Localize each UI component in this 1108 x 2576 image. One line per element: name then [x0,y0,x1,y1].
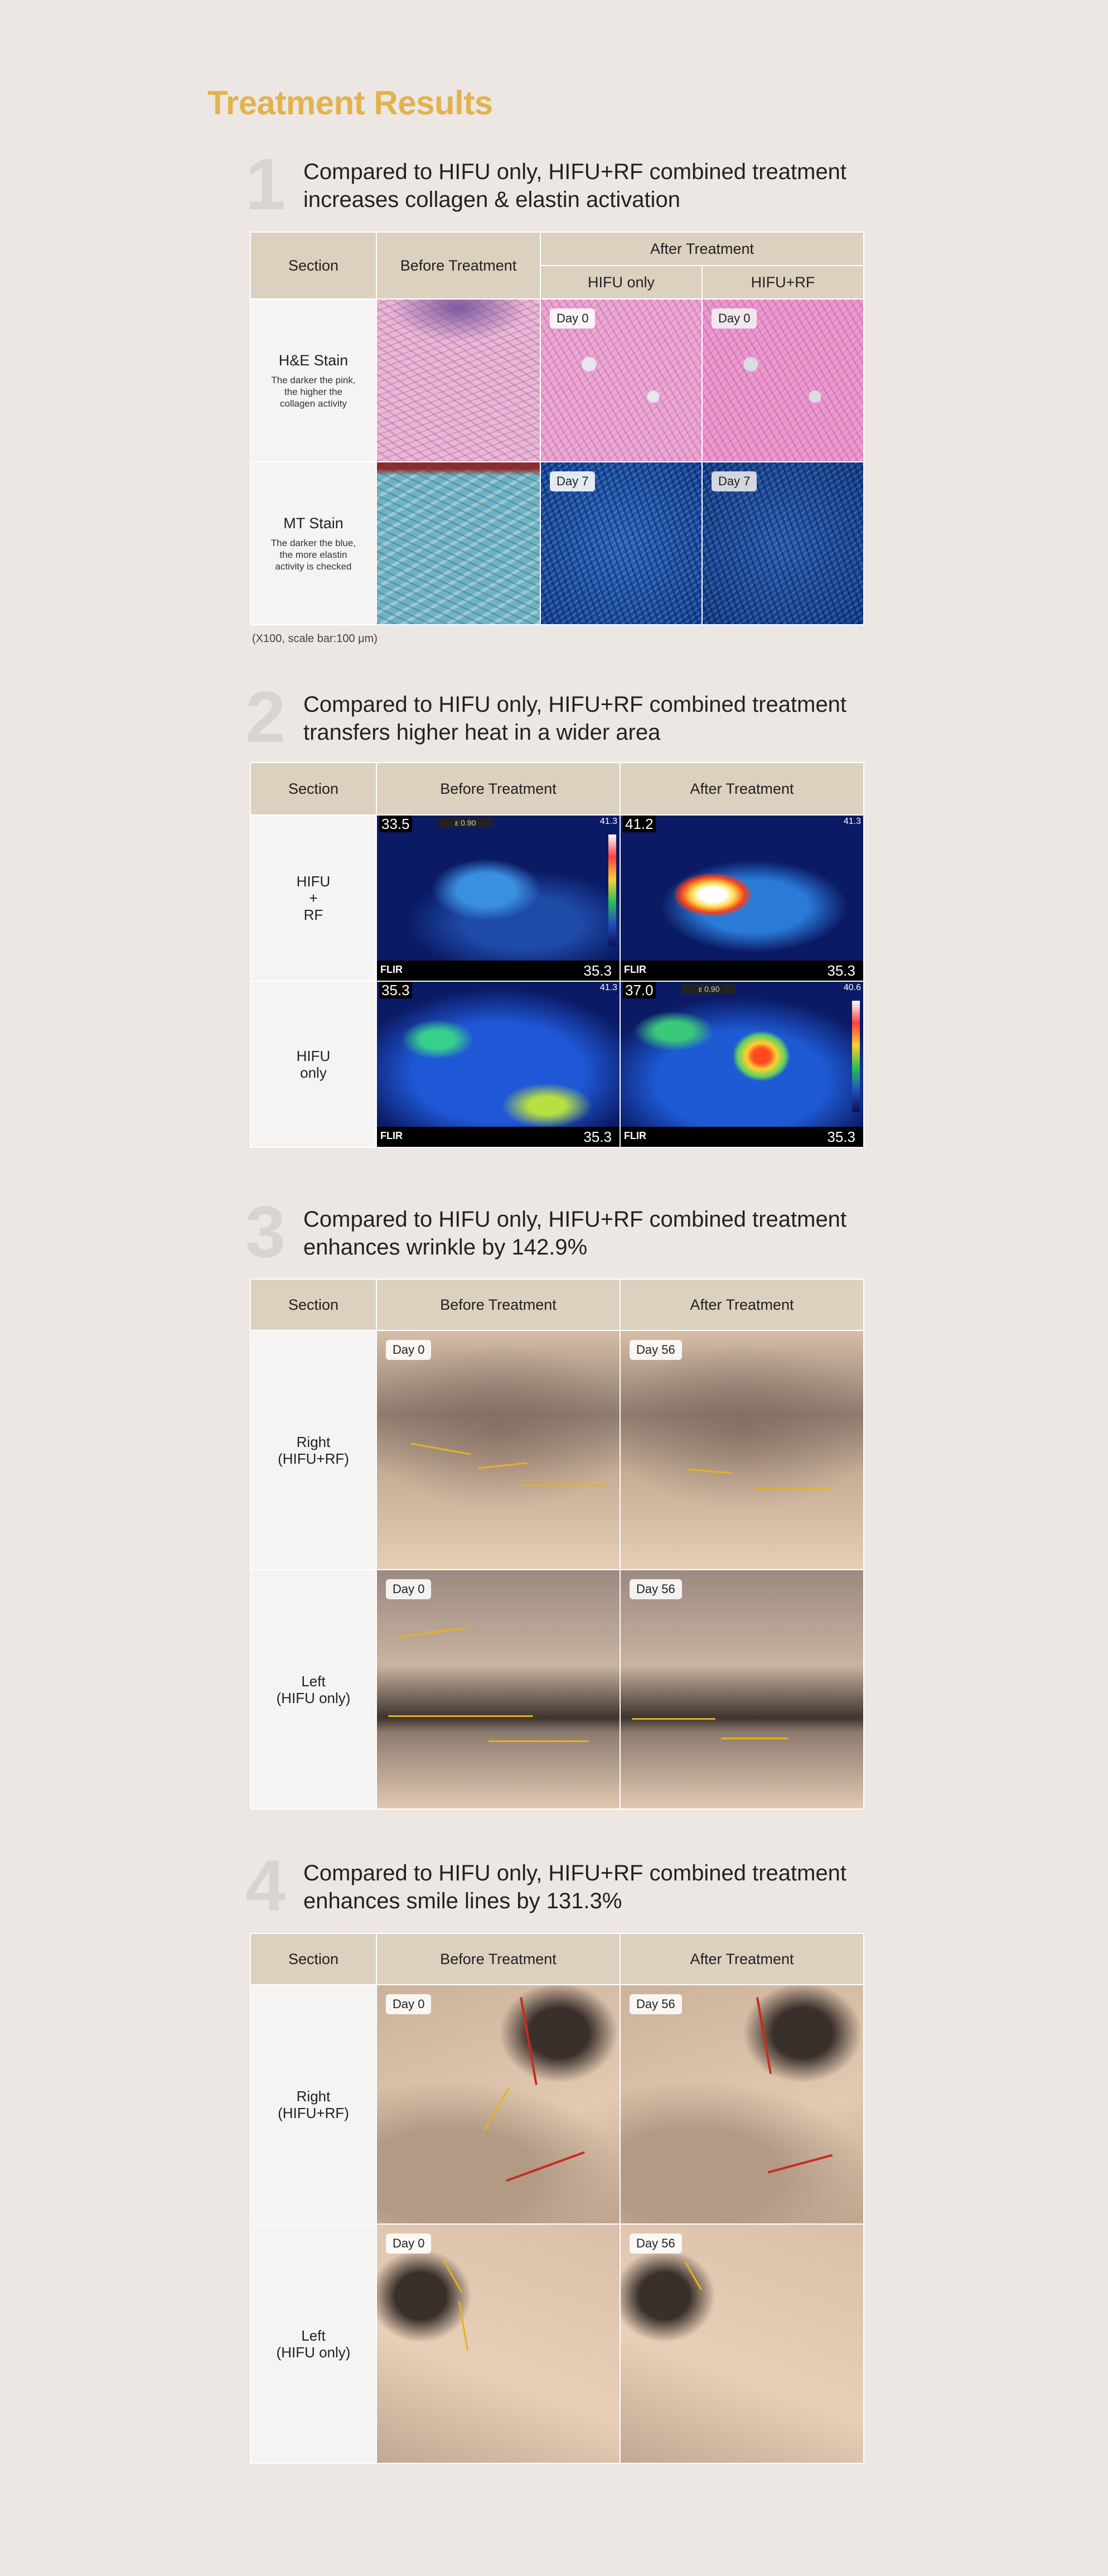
row-label-line1: Right [296,1433,331,1450]
color-scale [608,834,616,946]
day-tag: Day 0 [712,308,757,329]
row-label-line1: Left [301,1672,326,1690]
min-temp: 35.3 [583,1128,612,1145]
header-before: Before Treatment [376,1279,620,1330]
mt-stain-before-image [376,462,540,625]
row-label-title: H&E Stain [278,351,349,369]
table-row [250,1570,864,1809]
section-title-line2: enhances smile lines by 131.3% [303,1889,622,1913]
wrinkle-line [632,1718,715,1720]
row-label [250,2224,376,2463]
smile-line [756,1997,772,2075]
row-label-line1: HIFU [296,873,331,890]
section-title-line2: enhances wrinkle by 142.9% [303,1235,588,1260]
smile-line [520,1997,538,2085]
smile-line [684,2261,703,2290]
row-label-line2: (HIFU only) [276,2343,351,2361]
color-scale [852,1001,860,1112]
header-section: Section [250,763,376,815]
header-after: After Treatment [540,232,864,266]
eye-wrinkle-after-image [620,1330,864,1570]
eye-wrinkle-after-image [620,1570,864,1809]
section-number: 2 [245,676,286,758]
flir-logo: FLIR [624,1130,646,1141]
max-temp: 41.3 [599,983,617,992]
row-label [250,981,376,1147]
section-title [303,1205,846,1261]
row-label [250,815,376,981]
wrinkle-line [399,1627,466,1638]
row-label-title: MT Stain [283,514,343,532]
table-row [250,981,864,1147]
day-tag: Day 56 [630,1340,682,1360]
smile-line-before-image [376,1985,620,2224]
day-tag: Day 56 [630,1994,682,2014]
header-before: Before Treatment [376,232,540,299]
min-temp: 35.3 [583,962,612,979]
section-title-line1: Compared to HIFU only, HIFU+RF combined treatment [303,692,847,717]
day-tag: Day 56 [630,2234,682,2254]
row-label [250,1570,376,1809]
header-section: Section [250,1279,376,1330]
max-temp: 41.3 [843,817,861,826]
table-row [250,462,864,625]
table-row [250,299,864,462]
wrinkle-line [477,1462,528,1469]
day-tag: Day 7 [712,471,757,491]
row-label [250,462,376,625]
heat-transfer-table [250,762,864,1148]
smile-lines-table [250,1933,864,2464]
smile-line [506,2151,585,2182]
header-after: After Treatment [620,763,864,815]
row-label-line1: Right [296,2087,331,2105]
row-label [250,299,376,462]
row-label [250,1330,376,1570]
min-temp: 35.3 [827,1128,855,1145]
smile-line-after-image [620,2224,864,2463]
temperature-readout: 37.0 [623,982,656,998]
smile-line-after-image [620,1985,864,2224]
section-title-line1: Compared to HIFU only, HIFU+RF combined treatment [303,1207,847,1232]
max-temp: 40.6 [843,983,861,992]
row-label-line2: (HIFU+RF) [278,2104,349,2121]
wrinkle-line [411,1443,472,1455]
max-temp: 41.3 [599,817,617,826]
flir-logo: FLIR [624,964,646,975]
section-1-heading [245,143,870,225]
section-title-line1: Compared to HIFU only, HIFU+RF combined treatment [303,1861,847,1885]
section-number: 3 [245,1191,286,1272]
row-label [250,1985,376,2224]
section-3-heading [245,1191,870,1272]
he-stain-hifu-rf-image [702,299,864,462]
wrinkle-line [721,1738,788,1739]
wrinkle-line [754,1487,833,1489]
table-row [250,2224,864,2463]
section-title-line2: increases collagen & elastin activation [303,187,680,212]
header-after: After Treatment [620,1933,864,1985]
row-label-line2: (HIFU only) [276,1689,351,1706]
section-4-heading [245,1845,870,1926]
header-section: Section [250,1933,376,1985]
temperature-readout: 41.2 [623,816,656,832]
smile-line-before-image [376,2224,620,2463]
day-tag: Day 0 [386,2234,431,2254]
emissivity: ε 0.90 [438,818,492,828]
section-2-heading [245,676,870,758]
wrinkle-line [488,1740,589,1742]
header-hifu-only: HIFU only [540,266,702,299]
day-tag: Day 7 [550,471,595,491]
mt-stain-hifu-only-image [540,462,702,625]
flir-logo: FLIR [380,1130,403,1141]
header-hifu-rf: HIFU+RF [702,266,864,299]
header-before: Before Treatment [376,1933,620,1985]
thermal-image-after [620,815,864,981]
smile-line [458,2301,469,2351]
smile-line [768,2154,833,2174]
header-after: After Treatment [620,1279,864,1330]
wrinkle-table [250,1279,864,1810]
eye-wrinkle-before-image [376,1330,620,1570]
row-label-line1: Left [301,2327,326,2344]
row-label-desc: The darker the blue, the more elastin activity is checked [270,537,356,572]
day-tag: Day 56 [630,1579,682,1599]
wrinkle-line [522,1484,606,1486]
he-stain-before-image [376,299,540,462]
thermal-image-after [620,981,864,1147]
emissivity: ε 0.90 [682,984,736,994]
smile-line [483,2087,510,2131]
header-section: Section [250,232,376,299]
table-row [250,1985,864,2224]
row-label-line3: RF [303,906,323,923]
thermal-image-before [376,815,620,981]
scale-caption: (X100, scale bar:100 μm) [252,633,378,645]
eye-wrinkle-before-image [376,1570,620,1809]
flir-logo: FLIR [380,964,403,975]
row-label-line2: + [309,890,318,906]
temperature-readout: 35.3 [379,982,412,998]
temperature-readout: 33.5 [379,816,412,832]
day-tag: Day 0 [386,1579,431,1599]
section-number: 1 [245,143,286,225]
section-number: 4 [245,1845,286,1926]
row-label-line2: only [300,1064,327,1081]
mt-stain-hifu-rf-image [702,462,864,625]
row-label-desc: The darker the pink, the higher the collagen activity [271,374,356,409]
section-title [303,158,846,214]
wrinkle-line [688,1469,732,1474]
table-row [250,1330,864,1570]
page-title: Treatment Results [207,84,493,122]
he-stain-hifu-only-image [540,299,702,462]
row-label-line2: (HIFU+RF) [278,1450,349,1467]
collagen-elastin-table [250,231,864,625]
thermal-image-before [376,981,620,1147]
smile-line [442,2258,463,2293]
header-before: Before Treatment [376,763,620,815]
wrinkle-line [388,1715,533,1717]
section-title-line1: Compared to HIFU only, HIFU+RF combined treatment [303,160,847,184]
section-title [303,1859,846,1915]
day-tag: Day 0 [386,1340,431,1360]
day-tag: Day 0 [550,308,595,329]
row-label-line1: HIFU [296,1048,331,1064]
section-title-line2: transfers higher heat in a wider area [303,720,661,745]
table-row [250,815,864,981]
day-tag: Day 0 [386,1994,431,2014]
min-temp: 35.3 [827,962,855,979]
section-title [303,691,846,746]
